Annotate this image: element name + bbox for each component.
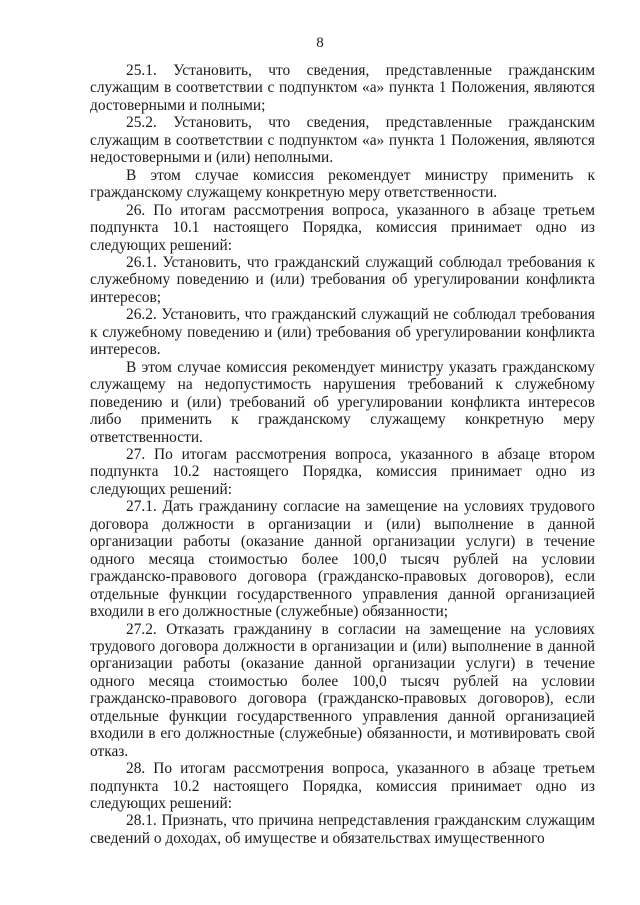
paragraph-28: 28. По итогам рассмотрения вопроса, указанного в абзаце третьем подпункта 10.2 настоящего Порядка, комиссия принимает одно из следующих решений: bbox=[90, 760, 595, 813]
paragraph-25-1: 25.1. Установить, что сведения, представленные гражданским служащим в соответствии с подпунктом «а» пункта 1 Положения, являются достоверными и полными; bbox=[90, 62, 595, 114]
paragraph-27-1: 27.1. Дать гражданину согласие на замещение на условиях трудового договора должности в организации и (или) выполнение в данной организации работы (оказание данной организации услуги) в течение одного месяца стоимостью более 100,0 тысяч рублей на условии гражданско-правового договора (гражданско-правовых договоров), если отдельные функции государственного управления данной организацией входили в его должностные (служебные) обязанности; bbox=[90, 498, 595, 621]
paragraph-26-2: 26.2. Установить, что гражданский служащий не соблюдал требования к служебному поведению и (или) требования об урегулировании конфликта интересов. bbox=[90, 306, 595, 359]
paragraph-26-1: 26.1. Установить, что гражданский служащий соблюдал требования к служебному поведению и (или) требования об урегулировании конфликта интересов; bbox=[90, 253, 595, 306]
document-body bbox=[90, 62, 595, 847]
paragraph-27: 27. По итогам рассмотрения вопроса, указанного в абзаце втором подпункта 10.2 настоящего Порядка, комиссия принимает одно из следующих решений: bbox=[90, 445, 595, 498]
paragraph-27-2: 27.2. Отказать гражданину в согласии на замещение на условиях трудового договора должности в организации и (или) выполнение в данной организации работы (оказание данной организации услуги) в течение одного месяца стоимостью более 100,0 тысяч рублей на условии гражданско-правового договора (гражданско-правовых договоров), если отдельные функции государственного управления данной организацией входили в его должностные (служебные) обязанности, и мотивировать свой отказ. bbox=[90, 620, 595, 760]
paragraph-28-1: 28.1. Признать, что причина непредставления гражданским служащим сведений о доходах, об имуществе и обязательствах имущественного bbox=[90, 812, 595, 847]
paragraph-26: 26. По итогам рассмотрения вопроса, указанного в абзаце третьем подпункта 10.1 настоящего Порядка, комиссия принимает одно из следующих решений: bbox=[90, 201, 595, 254]
paragraph-25-note: В этом случае комиссия рекомендует министру применить к гражданскому служащему конкретную меру ответственности. bbox=[90, 166, 595, 202]
paragraph-26-note: В этом случае комиссия рекомендует министру указать гражданскому служащему на недопустимость нарушения требований к служебному поведению и (или) требований об урегулировании конфликта интересов либо применить к гражданскому служащему конкретную меру ответственности. bbox=[90, 358, 595, 446]
page-number: 8 bbox=[316, 35, 324, 51]
paragraph-25-2: 25.2. Установить, что сведения, представленные гражданским служащим в соответствии с подпунктом «а» пункта 1 Положения, являются недостоверными и (или) неполными. bbox=[90, 114, 595, 167]
